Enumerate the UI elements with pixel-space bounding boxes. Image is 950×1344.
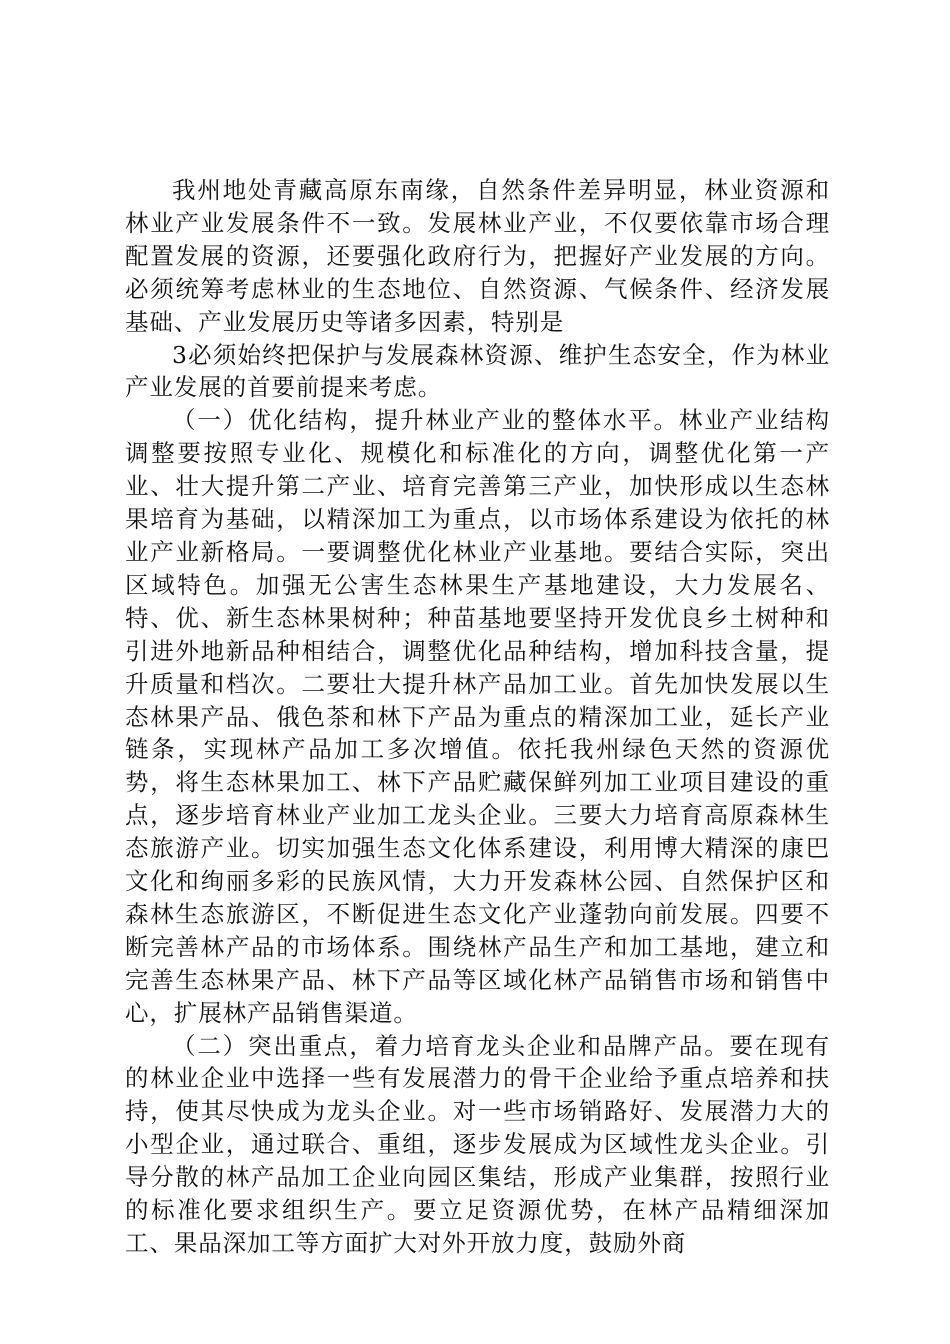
document-page xyxy=(125,174,830,1260)
paragraph-principle: 3必须始终把保护与发展森林资源、维护生态安全，作为林业产业发展的首要前提来考虑。 xyxy=(125,340,830,402)
paragraph-intro: 我州地处青藏高原东南缘，自然条件差异明显，林业资源和林业产业发展条件不一致。发展林业产业，不仅要依靠市场合理配置发展的资源，还要强化政府行为，把握好产业发展的方向。必须统筹考虑林业的生态地位、自然资源、气候条件、经济发展基础、产业发展历史等诸多因素，特别是 xyxy=(125,176,830,336)
paragraph-section-2: （二）突出重点，着力培育龙头企业和品牌产品。要在现有的林业企业中选择一些有发展潜力的骨干企业给予重点培养和扶持，使其尽快成为龙头企业。对一些市场销路好、发展潜力大的小型企业，通过联合、重组，逐步发展成为区域性龙头企业。引导分散的林产品加工企业向园区集结，形成产业集群，按照行业的标准化要求组织生产。要立足资源优势，在林产品精细深加工、果品深加工等方面扩大对外开放力度，鼓励外商 xyxy=(125,1031,830,1257)
paragraph-section-1: （一）优化结构，提升林业产业的整体水平。林业产业结构调整要按照专业化、规模化和标准化的方向，调整优化第一产业、壮大提升第二产业、培育完善第三产业，加快形成以生态林果培育为基础，以精深加工为重点，以市场体系建设为依托的林业产业新格局。一要调整优化林业产业基地。要结合实际，突出区域特色。加强无公害生态林果生产基地建设，大力发展名、特、优、新生态林果树种；种苗基地要坚持开发优良乡土树种和引进外地新品种相结合，调整优化品种结构，增加科技含量，提升质量和档次。二要壮大提升林产品加工业。首先加快发展以生态林果产品、俄色茶和林下产品为重点的精深加工业，延长产业链条，实现林产品加工多次增值。依托我州绿色天然的资源优势，将生态林果加工、林下产品贮藏保鲜列加工业项目建设的重点，逐步培育林业产业加工龙头企业。三要大力培育高原森林生态旅游产业。切实加强生态文化体系建设，利用博大精深的康巴文化和绚丽多彩的民族风情，大力开发森林公园、自然保护区和森林生态旅游区，不断促进生态文化产业蓬勃向前发展。四要不断完善林产品的市场体系。围绕林产品生产和加工基地，建立和完善生态林果产品、林下产品等区域化林产品销售市场和销售中心，扩展林产品销售渠道。 xyxy=(125,406,830,1027)
